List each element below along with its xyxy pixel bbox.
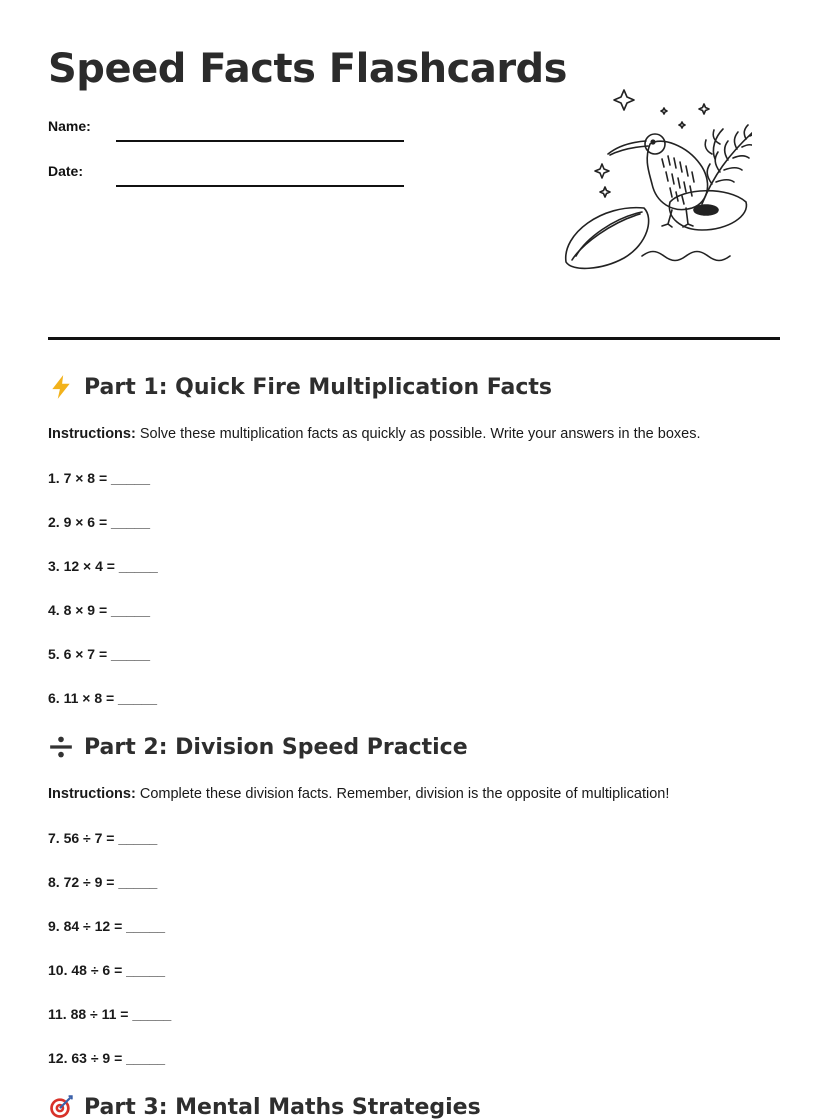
name-label: Name: bbox=[48, 118, 91, 134]
question-2[interactable]: 2. 9 × 6 = _____ bbox=[48, 514, 150, 530]
instructions-part-1 bbox=[48, 426, 701, 442]
date-write-line[interactable] bbox=[116, 185, 404, 187]
section-heading-part-1 bbox=[48, 374, 552, 400]
instructions-label: Instructions: bbox=[48, 786, 136, 802]
question-11[interactable]: 11. 88 ÷ 11 = _____ bbox=[48, 1006, 172, 1022]
question-12[interactable]: 12. 63 ÷ 9 = _____ bbox=[48, 1050, 166, 1066]
question-3[interactable]: 3. 12 × 4 = _____ bbox=[48, 558, 158, 574]
date-field-row bbox=[48, 163, 404, 179]
instructions-part-2 bbox=[48, 786, 669, 802]
question-9[interactable]: 9. 84 ÷ 12 = _____ bbox=[48, 918, 166, 934]
section-title: Part 1: Quick Fire Multiplication Facts bbox=[84, 374, 553, 400]
section-heading-part-3 bbox=[48, 1094, 481, 1120]
name-field-row bbox=[48, 118, 404, 134]
question-4[interactable]: 4. 8 × 9 = _____ bbox=[48, 602, 150, 618]
date-label: Date: bbox=[48, 163, 84, 179]
division-sign-icon bbox=[48, 734, 74, 760]
question-10[interactable]: 10. 48 ÷ 6 = _____ bbox=[48, 962, 166, 978]
section-divider bbox=[48, 337, 780, 340]
question-1[interactable]: 1. 7 × 8 = _____ bbox=[48, 470, 150, 486]
question-7[interactable]: 7. 56 ÷ 7 = _____ bbox=[48, 830, 158, 846]
question-8[interactable]: 8. 72 ÷ 9 = _____ bbox=[48, 874, 158, 890]
question-6[interactable]: 6. 11 × 8 = _____ bbox=[48, 690, 157, 706]
instructions-text: Complete these division facts. Remember, division is the opposite of multiplication! bbox=[135, 786, 670, 802]
name-write-line[interactable] bbox=[116, 140, 404, 142]
instructions-text: Solve these multiplication facts as quickly as possible. Write your answers in the boxes. bbox=[135, 426, 701, 442]
question-5[interactable]: 5. 6 × 7 = _____ bbox=[48, 646, 150, 662]
page-title: Speed Facts Flashcards bbox=[48, 46, 567, 92]
section-heading-part-2 bbox=[48, 734, 468, 760]
target-dart-icon bbox=[48, 1094, 74, 1120]
section-title: Part 2: Division Speed Practice bbox=[84, 734, 468, 760]
lightning-icon bbox=[48, 374, 74, 400]
instructions-label: Instructions: bbox=[48, 426, 136, 442]
kiwi-bird-on-rugby-balls-icon bbox=[552, 84, 752, 274]
section-title: Part 3: Mental Maths Strategies bbox=[84, 1094, 481, 1120]
